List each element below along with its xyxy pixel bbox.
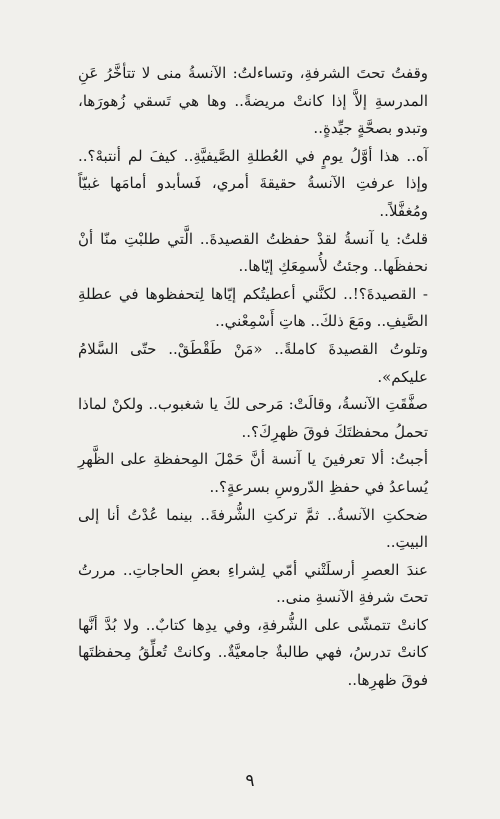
- paragraph-6: صفَّقَتِ الآنسةُ، وقالَتْ: مَرحى لكَ يا شغبوب.. ولكنْ لماذا تحملُ محفظتَكَ فوقَ ظهرِكَ؟..: [78, 395, 428, 441]
- paragraph-3: قلتُ: يا آنسةُ لقدْ حفظتُ القصيدةَ.. الَّتي طلبْتِ منّا أنْ نحفظَها.. وجئتُ لأُسمِعَكِ إيّاها..: [78, 229, 428, 276]
- paragraph-1: وقفتُ تحتَ الشرفةِ، وتساءلتُ: الآنسةُ منى لا تتأخَّرُ عَنِ المدرسةِ إلاَّ إذا كانتْ مريضةً.. وها هي تَسقي زُهورَها، وتبدو بصحَّةٍ جيِّدةٍ..: [78, 64, 428, 138]
- paragraph-4: - القصيدةَ؟!.. لكنَّني أعطيتُكم إيّاها لِتحفظوها في عطلةِ الصَّيفِ.. ومَعَ ذلكَ.. هاتِ أَسْمِعْني..: [78, 284, 428, 331]
- paragraph-8: ضحكتِ الآنسةُ.. ثمَّ تركتِ الشُّرفةَ.. بينما عُدْتُ أنا إلى البيتِ..: [78, 505, 428, 552]
- paragraph-5: وتلوتُ القصيدةَ كاملةً.. «مَنْ طَقْطَقْ.. حتّى السَّلامُ عليكم».: [78, 339, 428, 386]
- paragraph-7: أجبتُ: ألا تعرفينَ يا آنسة أنَّ حَمْلَ المِحفظةِ على الظَّهرِ يُساعدُ في حفظِ الدّروسِ بسرعةٍ؟..: [78, 450, 428, 496]
- body-text: [78, 60, 428, 695]
- paragraph-2: آه.. هذا أوَّلُ يومٍ في العُطلةِ الصَّيفيَّةِ.. كيفَ لم أنتبهْ؟.. وإذا عرفتِ الآنسةُ حقيقةَ أمري، فَسأبدو أمامَها غبيّاً ومُغفَّلاً..: [78, 146, 428, 220]
- paragraph-10: كانتْ تتمشّى على الشُّرفةِ، وفي يدِها كتابٌ.. ولا بُدَّ أنَّها كانتْ تدرسُ، فهي طالبةٌ جامعيَّةٌ.. وكانتْ تُعلِّقُ مِحفظتَها فوقَ ظهرِها..: [78, 615, 428, 690]
- paragraph-9: عندَ العصرِ أرسلَتْني أمّي لِشراءِ بعضِ الحاجاتِ.. مررتُ تحتَ شرفةِ الآنسةِ منى..: [78, 560, 428, 607]
- page-number: ٩: [245, 771, 255, 791]
